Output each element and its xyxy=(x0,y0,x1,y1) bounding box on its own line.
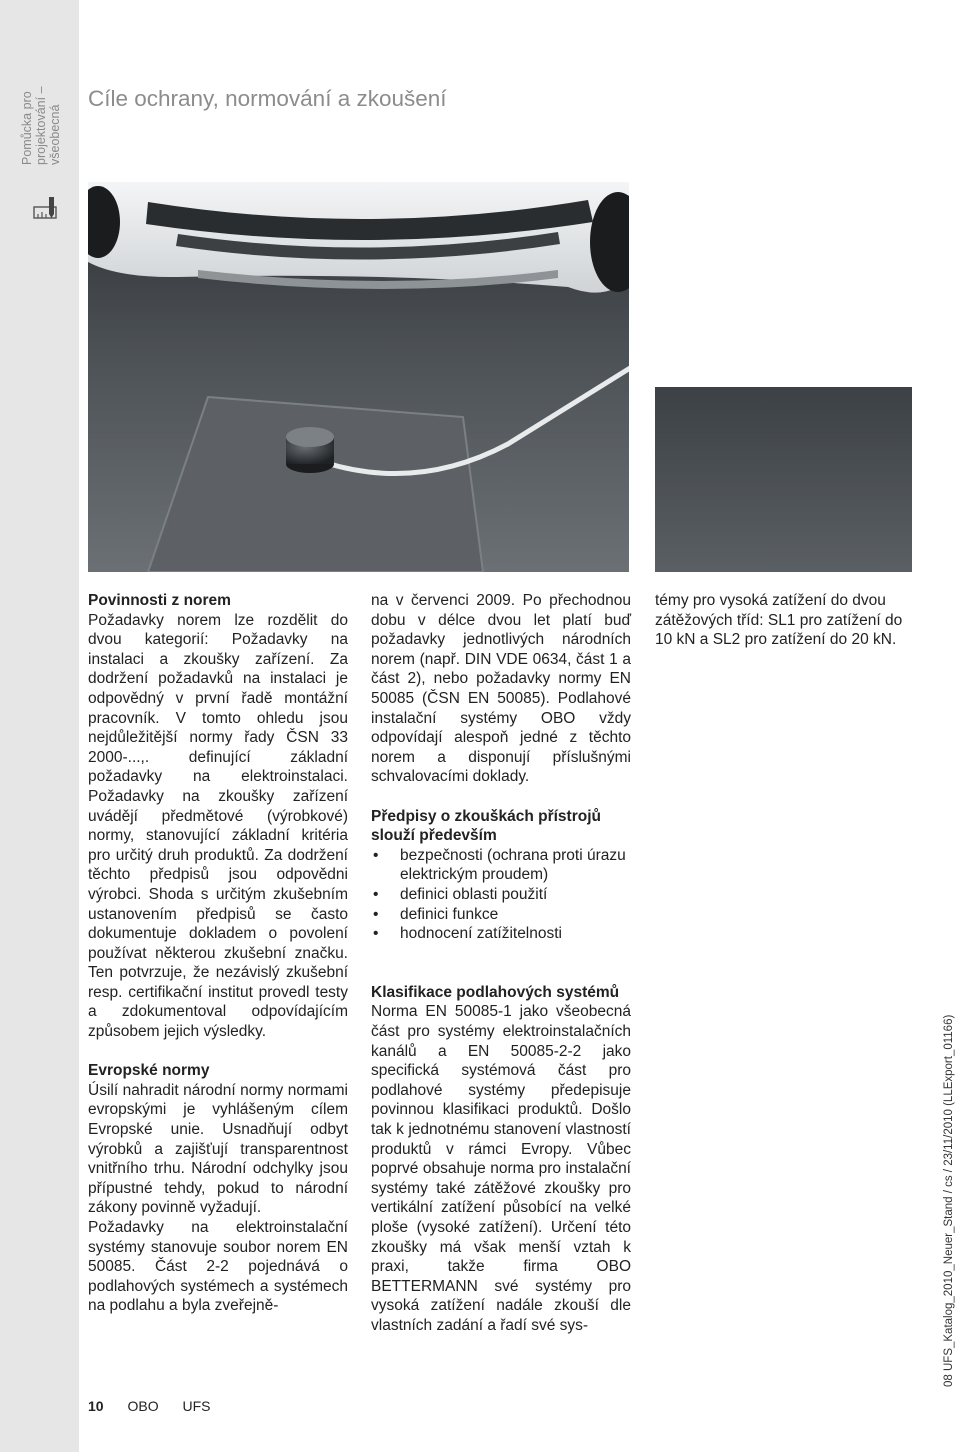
text-povinnosti: Požadavky norem lze rozdělit do dvou kategorií: Požadavky na instalaci a zkoušky zařízení. Za dodržení požadavků na instalaci je odpovědný v první řadě montážní pracovník. V tomto ohledu jsou nejdůležitější normy řady ČSN 33 2000-...,. definující základní požadavky na elektroinstalaci. Požadavky na zkoušky zařízení uvádějí předmětové (výrobkové) normy, stanovující základní kritéria pro určitý druh produktů. Za dodržení těchto předpisů jsou odpovědni výrobci. Shoda s určitým zkušebním ustanovením předpisů se často dokumentuje dokladem o povolení používat některou zkušební značku. Ten potvrzuje, že nezávislý zkušební resp. certifikační institut provedl testy a zdokumentoval odpovídajícím způsobem jejich výsledky. xyxy=(88,611,348,1041)
text-col3: témy pro vysoká zatížení do dvou zátěžových tříd: SL1 pro zatížení do 10 kN a SL2 pro zatížení do 20 kN. xyxy=(655,592,903,649)
text-col2-intro: na v červenci 2009. Po přechodnou dobu v délce dvou let platí buď požadavky jednotlivých národních norem (např. DIN VDE 0634, část 1 a část 2), nebo požadavky normy EN 50085 (ČSN EN 50085). Podlahové instalační systémy OBO vždy odpovídají alespoň jedné z těchto norem a disponují příslušnými schvalovacími doklady. xyxy=(371,592,631,786)
heading-klasifikace: Klasifikace podlahových systémů xyxy=(371,983,620,1001)
heading-povinnosti: Povinnosti z norem xyxy=(88,592,231,609)
heading-predpisy-line1: Předpisy o zkouškách přístrojů xyxy=(371,807,601,825)
sidebar-label xyxy=(20,25,70,165)
text-evropske-2: Požadavky na elektroinstalační systémy stanovuje soubor norem EN 50085. Část 2-2 pojednává o podlahových systémech a systémech na podlahu a byla zveřejně- xyxy=(88,1219,348,1315)
list-item: • hodnocení zatížitelnosti xyxy=(371,924,631,944)
text-evropske-1: Úsilí nahradit národní normy normami evropskými je vyhlášeným cílem Evropské unie. Usnadňují odbyt výrobků a zajišťují transparentnost vnitřního trhu. Národní odchylky jsou přípustné tehdy, pokud to národní zákony povinně vyžadují. xyxy=(88,1081,348,1217)
page-title: Cíle ochrany, normování a zkoušení xyxy=(88,86,447,111)
vertical-catalog-code: 08 UFS_Katalog_2010_Neuer_Stand / cs / 23/11/2010 (LLExport_01166) xyxy=(943,1014,955,1387)
footer xyxy=(88,1398,210,1414)
car-floor-outlet-photo xyxy=(88,182,629,572)
heading-predpisy xyxy=(371,807,631,846)
sidebar xyxy=(0,0,79,1452)
footer-product: UFS xyxy=(182,1398,211,1414)
list-item: • definici oblasti použití xyxy=(371,885,631,905)
heading-predpisy-line2: slouží především xyxy=(371,827,497,845)
sidebar-label-line2: projektování – xyxy=(34,86,48,165)
list-item: • bezpečnosti (ochrana proti úrazu elektrickým proudem) xyxy=(371,846,631,885)
heading-evropske-normy: Evropské normy xyxy=(88,1062,210,1080)
sidebar-label-line1: Pomůcka pro xyxy=(20,91,34,165)
footer-brand: OBO xyxy=(127,1398,159,1414)
text-klasifikace: Norma EN 50085-1 jako všeobecná část pro systémy elektroinstalačních kanálů a EN 50085-2-2 jako specifická systémová část pro podlahové systémy předepisuje povinnou klasifikaci produktů. Došlo tak k jednotnému stanovení vlastností produktů v rámci Evropy. Vůbec poprvé obsahuje norma pro instalační systémy také zátěžové zkoušky pro vertikální zatížení působící na velké ploše (vysoké zatížení). Určení této zkoušky má však menší vztah k praxi, takže firma OBO BETTERMANN své systémy pro vysoká zatížení nadále zkouší dle vlastních zadání a řadí své sys- xyxy=(371,1003,631,1334)
column-1 xyxy=(88,591,348,1316)
list-item: • definici funkce xyxy=(371,905,631,925)
ruler-pencil-icon xyxy=(33,196,57,220)
column-3 xyxy=(655,591,915,650)
floor-texture-photo xyxy=(655,387,912,572)
sidebar-label-line3: všeobecná xyxy=(48,104,62,165)
bullet-list-predpisy xyxy=(371,846,631,944)
page-number: 10 xyxy=(88,1398,104,1414)
column-2 xyxy=(371,591,631,1336)
